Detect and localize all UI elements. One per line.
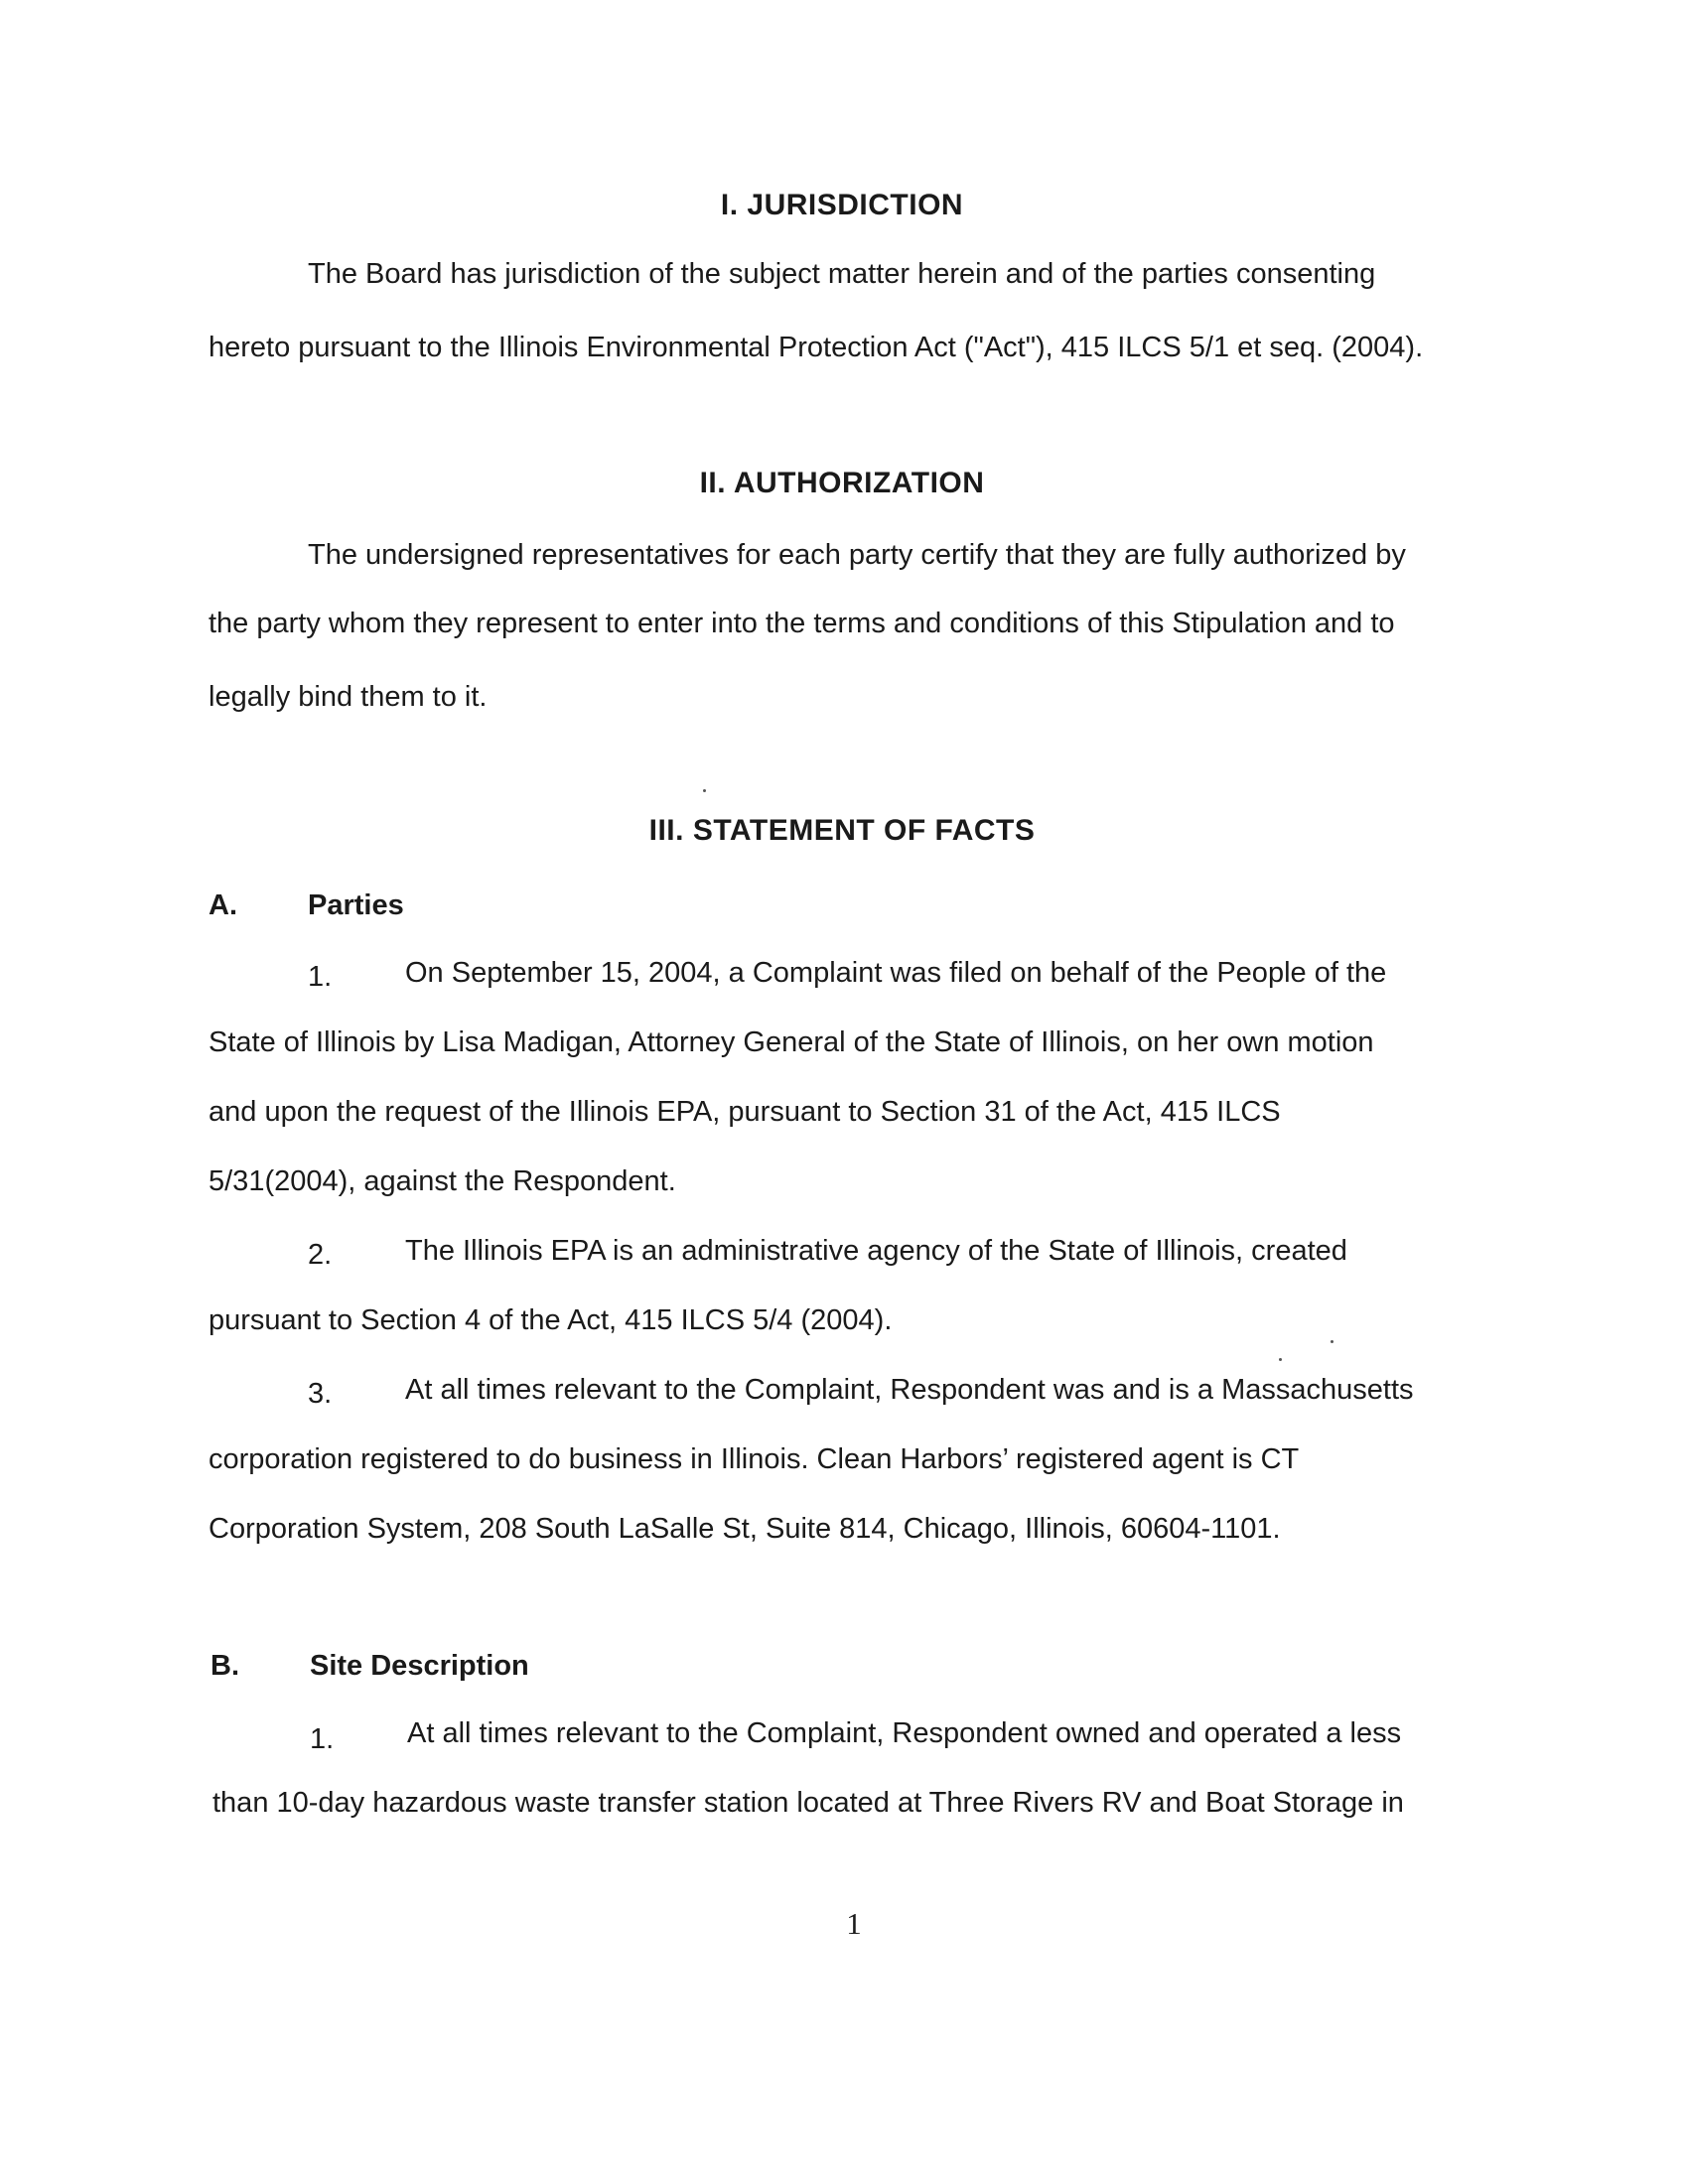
site-item-1-line-2: than 10-day hazardous waste transfer station located at Three Rivers RV and Boat Storage in [212, 1787, 1404, 1819]
authorization-line-1: The undersigned representatives for each party certify that they are fully authorized by [308, 539, 1406, 571]
subsection-letter: B. [210, 1650, 239, 1682]
parties-item-1-line-1: On September 15, 2004, a Complaint was filed on behalf of the People of the [405, 957, 1387, 989]
page-number: 1 [846, 1906, 862, 1941]
authorization-line-2: the party whom they represent to enter into the terms and conditions of this Stipulation and to [209, 608, 1395, 639]
authorization-line-3: legally bind them to it. [209, 681, 488, 713]
section-heading-statement-of-facts: III. STATEMENT OF FACTS [648, 814, 1036, 847]
parties-item-3-line-1: At all times relevant to the Complaint, Respondent was and is a Massachusetts [405, 1374, 1414, 1406]
subsection-title: Parties [308, 889, 404, 921]
subsection-letter: A. [209, 889, 237, 921]
scan-speck [703, 789, 706, 792]
parties-item-1-line-4: 5/31(2004), against the Respondent. [209, 1165, 676, 1197]
jurisdiction-line-1: The Board has jurisdiction of the subject matter herein and of the parties consenting [308, 258, 1376, 290]
scan-speck [1331, 1340, 1333, 1343]
paragraph-number: 1. [308, 961, 333, 993]
paragraph-number: 2. [308, 1239, 333, 1271]
section-heading-authorization: II. AUTHORIZATION [699, 467, 985, 499]
jurisdiction-line-2: hereto pursuant to the Illinois Environmental Protection Act ("Act"), 415 ILCS 5/1 et seq. (2004). [209, 332, 1424, 363]
parties-item-3-line-2: corporation registered to do business in Illinois. Clean Harbors’ registered agent is CT [209, 1443, 1300, 1475]
parties-item-2-line-1: The Illinois EPA is an administrative agency of the State of Illinois, created [405, 1235, 1347, 1267]
subsection-heading-site-description [210, 1650, 529, 1683]
subsection-heading-parties [209, 889, 404, 922]
subsection-title: Site Description [310, 1650, 529, 1682]
parties-item-1-line-3: and upon the request of the Illinois EPA, pursuant to Section 31 of the Act, 415 ILCS [209, 1096, 1281, 1128]
section-heading-jurisdiction: I. JURISDICTION [720, 189, 964, 221]
parties-item-3-line-3: Corporation System, 208 South LaSalle St, Suite 814, Chicago, Illinois, 60604-1101. [209, 1513, 1281, 1545]
parties-item-2-line-2: pursuant to Section 4 of the Act, 415 ILCS 5/4 (2004). [209, 1304, 893, 1336]
scan-speck [1279, 1358, 1282, 1361]
paragraph-number: 1. [310, 1723, 335, 1755]
paragraph-number: 3. [308, 1378, 333, 1410]
parties-item-1-line-2: State of Illinois by Lisa Madigan, Attorney General of the State of Illinois, on her own motion [209, 1026, 1374, 1058]
site-item-1-line-1: At all times relevant to the Complaint, Respondent owned and operated a less [407, 1717, 1402, 1749]
